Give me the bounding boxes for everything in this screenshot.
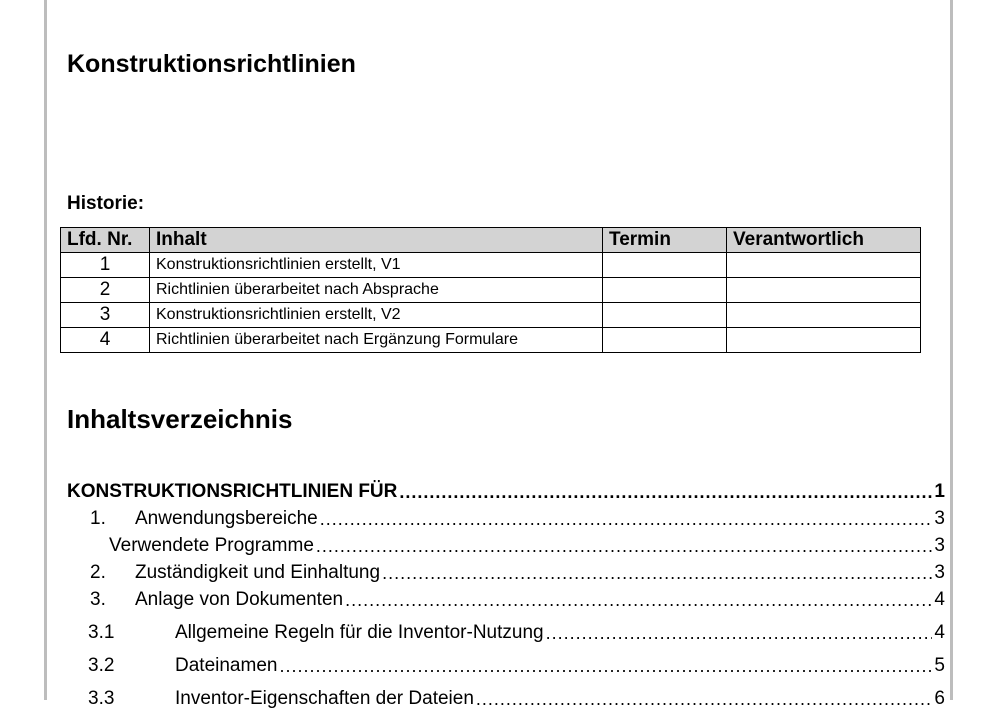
toc-entry-number: 3.3 xyxy=(88,688,115,709)
column-header-inhalt: Inhalt xyxy=(150,228,603,253)
cell-termin xyxy=(603,278,727,303)
toc-entry-text: Allgemeine Regeln für die Inventor-Nutzung xyxy=(175,622,544,643)
toc-entry[interactable] xyxy=(67,611,945,644)
toc-leader-dots xyxy=(279,656,932,677)
cell-verantwortlich xyxy=(727,328,921,353)
cell-termin xyxy=(603,328,727,353)
toc-entry-page: 3 xyxy=(934,562,945,583)
column-header-nr: Lfd. Nr. xyxy=(61,228,150,253)
toc-entry-page: 4 xyxy=(934,589,945,610)
cell-nr: 1 xyxy=(61,253,150,278)
history-label: Historie: xyxy=(67,193,145,214)
toc-leader-dots xyxy=(320,509,933,530)
toc-entry-text: Dateinamen xyxy=(175,655,278,676)
cell-nr: 3 xyxy=(61,303,150,328)
toc-entry[interactable] xyxy=(67,644,945,677)
table-row xyxy=(61,253,921,278)
toc-entry-page: 4 xyxy=(934,622,945,643)
column-header-termin: Termin xyxy=(603,228,727,253)
table-of-contents xyxy=(67,476,945,710)
cell-inhalt: Richtlinien überarbeitet nach Absprache xyxy=(150,278,603,303)
history-table-header-row xyxy=(61,228,921,253)
document-title: Konstruktionsrichtlinien xyxy=(67,50,356,78)
toc-entry-text: Verwendete Programme xyxy=(109,535,314,556)
toc-entry-text: Anwendungsbereiche xyxy=(135,508,318,529)
toc-entry-text: Zuständigkeit und Einhaltung xyxy=(135,562,381,583)
document-page xyxy=(47,0,950,709)
toc-title: Inhaltsverzeichnis xyxy=(67,404,293,434)
cell-verantwortlich xyxy=(727,303,921,328)
column-header-verantwortlich: Verantwortlich xyxy=(727,228,921,253)
toc-entry[interactable] xyxy=(67,503,945,530)
toc-entry-text: Anlage von Dokumenten xyxy=(135,589,344,610)
toc-entry-number: 1. xyxy=(90,508,106,529)
toc-leader-dots xyxy=(399,482,932,503)
toc-entry-number: 3. xyxy=(90,589,106,610)
toc-entry-number: 2. xyxy=(90,562,106,583)
toc-leader-dots xyxy=(546,623,933,644)
toc-leader-dots xyxy=(345,590,932,611)
toc-leader-dots xyxy=(316,536,933,557)
table-row xyxy=(61,303,921,328)
cell-nr: 2 xyxy=(61,278,150,303)
toc-entry-number: 3.2 xyxy=(88,655,115,676)
toc-entry[interactable] xyxy=(67,476,945,503)
table-row xyxy=(61,328,921,353)
cell-inhalt: Richtlinien überarbeitet nach Ergänzung Formulare xyxy=(150,328,603,353)
toc-entry-page: 5 xyxy=(934,655,945,676)
toc-leader-dots xyxy=(382,563,932,584)
toc-entry-page: 3 xyxy=(934,535,945,556)
toc-entry[interactable] xyxy=(67,584,945,611)
cell-verantwortlich xyxy=(727,253,921,278)
cell-termin xyxy=(603,253,727,278)
history-table xyxy=(60,227,921,353)
toc-entry-text: Inventor-Eigenschaften der Dateien xyxy=(175,688,474,709)
cell-verantwortlich xyxy=(727,278,921,303)
toc-entry[interactable] xyxy=(67,530,945,557)
toc-entry-number: 3.1 xyxy=(88,622,115,643)
toc-entry-page: 6 xyxy=(934,688,945,709)
toc-entry[interactable] xyxy=(67,677,945,710)
cell-nr: 4 xyxy=(61,328,150,353)
toc-entry[interactable] xyxy=(67,557,945,584)
cell-inhalt: Konstruktionsrichtlinien erstellt, V1 xyxy=(150,253,603,278)
toc-entry-page: 1 xyxy=(934,481,945,502)
table-row xyxy=(61,278,921,303)
cell-inhalt: Konstruktionsrichtlinien erstellt, V2 xyxy=(150,303,603,328)
toc-entry-page: 3 xyxy=(934,508,945,529)
toc-entry-text: KONSTRUKTIONSRICHTLINIEN FÜR xyxy=(67,481,398,502)
cell-termin xyxy=(603,303,727,328)
page-border-right xyxy=(950,0,953,700)
